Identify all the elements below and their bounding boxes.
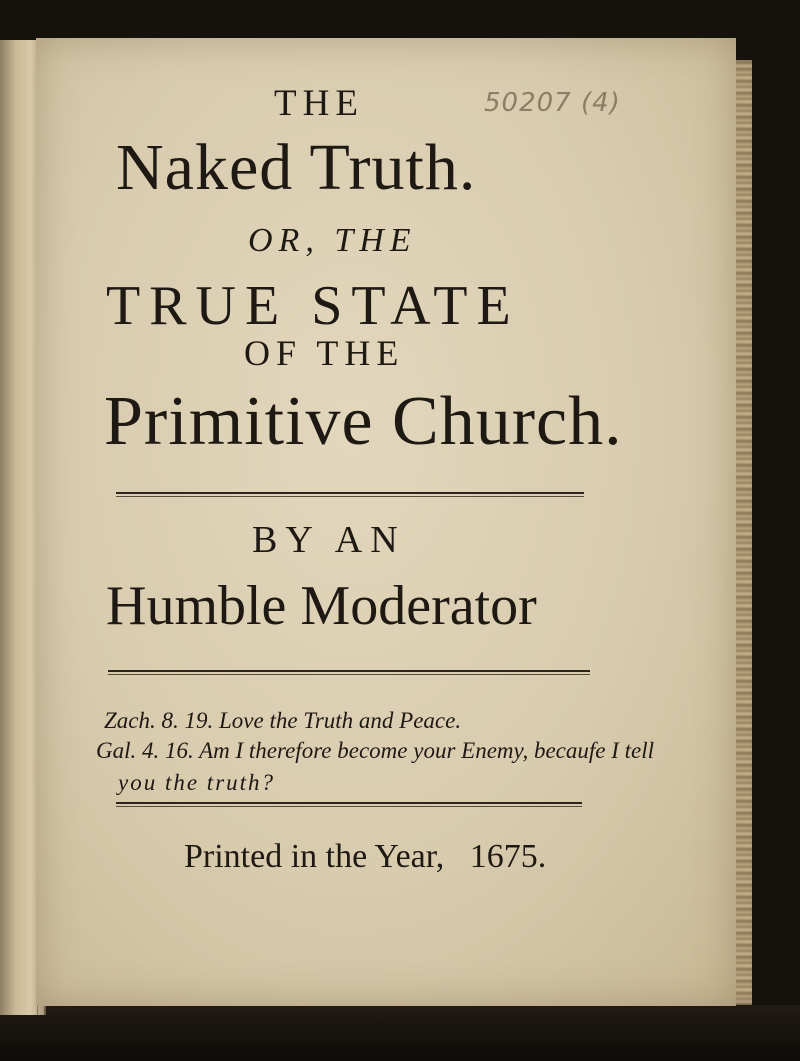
byline-by-an: BY AN [252,519,406,561]
heading-the: THE [274,83,364,124]
author-humble-moderator: Humble Moderator [106,575,537,637]
epigraph-galatians: Gal. 4. 16. Am I therefore become your Enemy, becaufe I tell [96,738,655,763]
divider-rule-3 [116,802,582,804]
epigraph-zechariah: Zach. 8. 19. Love the Truth and Peace. [104,708,462,733]
title-naked-truth: Naked Truth. [116,131,477,204]
divider-rule-2 [108,670,590,672]
title-page [36,38,736,1006]
imprint-line: Printed in the Year, 1675. [184,838,547,875]
dark-background [0,1005,800,1061]
title-true-state: TRUE STATE [106,275,520,337]
subtitle-of-the: OF THE [244,333,405,373]
epigraph-galatians-continued: you the truth? [118,770,276,795]
title-primitive-church: Primitive Church. [104,383,623,460]
subtitle-or-the: OR, THE [248,222,417,259]
catalog-annotation: 50207 (4) [484,88,621,118]
divider-rule-1 [116,492,584,494]
